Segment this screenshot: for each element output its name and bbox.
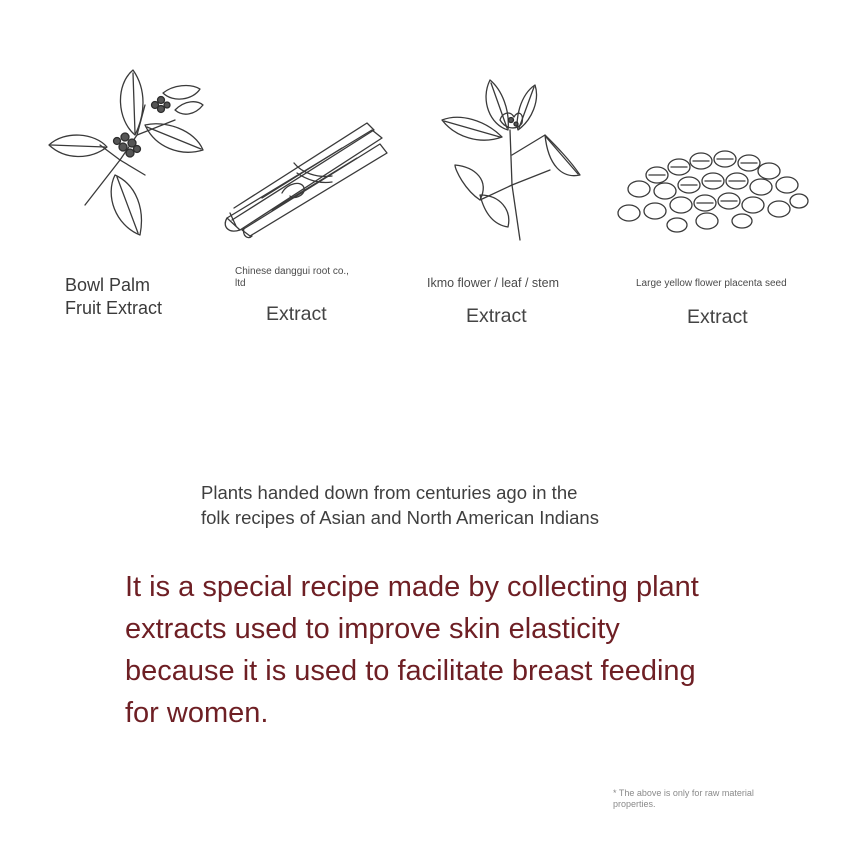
ingredient-name [235,266,349,290]
headline-line: for women. [125,697,269,729]
footnote-line: properties. [613,799,656,809]
seeds-pile-icon [617,145,809,235]
ingredient-suffix: Extract [266,303,327,325]
root-bundle-icon [222,118,392,243]
ingredient-name-line2: Fruit Extract [65,298,163,318]
footnote-line: * The above is only for raw material [613,788,754,798]
ingredient-name-line1: Bowl Palm [65,275,151,295]
headline-line: It is a special recipe made by collecting plant [125,571,699,603]
flower-stem-icon [440,75,585,245]
footnote [613,788,793,810]
ingredient-name-line2: ltd [235,278,246,289]
coffee-branch-icon [45,65,205,240]
headline-text [125,566,765,734]
ingredient-suffix: Extract [687,306,748,328]
headline-line: extracts used to improve skin elasticity [125,613,620,645]
ingredient-name-line1: Chinese danggui root co., [235,266,349,277]
intro-line: folk recipes of Asian and North American Indians [201,507,599,528]
headline-line: because it is used to facilitate breast feeding [125,655,696,687]
intro-text [201,480,599,530]
ingredient-name [427,276,559,290]
intro-line: Plants handed down from centuries ago in the [201,482,578,503]
ingredient-name [65,274,162,320]
ingredient-name [636,278,787,290]
ingredient-suffix: Extract [466,305,527,327]
ingredient-name-line1: Large yellow flower placenta seed [636,278,787,289]
ingredient-name-line1: Ikmo flower / leaf / stem [427,276,559,290]
